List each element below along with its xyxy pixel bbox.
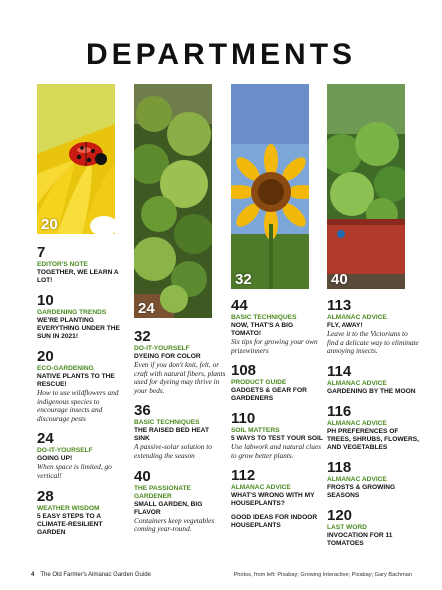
- article-description: Use labwork and natural clues to grow better plants.: [231, 442, 321, 460]
- article-title: DYEING FOR COLOR: [134, 353, 201, 360]
- page-number: 40: [134, 467, 151, 485]
- raised-bed-garden-photo-icon: [327, 84, 405, 289]
- article-title: FROSTS & GROWING SEASONS: [327, 483, 396, 499]
- article-title: NOW, THAT'S A BIG TOMATO!: [231, 322, 294, 337]
- ladybug-photo: [37, 84, 115, 234]
- toc-entry[interactable]: [327, 364, 419, 396]
- page-number: 10: [37, 292, 54, 309]
- page-number: 114: [327, 362, 352, 380]
- article-title: WHAT'S WRONG WITH MY HOUSEPLANTS?: [231, 492, 315, 508]
- page-number: 110: [231, 410, 256, 428]
- category-label: BASIC TECHNIQUES: [231, 314, 297, 321]
- toc-entry[interactable]: [37, 489, 129, 537]
- category-label: WEATHER WISDOM: [37, 504, 100, 512]
- page-number: 44: [231, 297, 248, 314]
- category-label: DO-IT-YOURSELF: [134, 345, 190, 352]
- ladybug-on-yellow-flower-photo-icon: [37, 84, 115, 234]
- article-title: SMALL GARDEN, BIG FLAVOR: [134, 500, 203, 516]
- footer-folio: [31, 572, 151, 578]
- article-title: GOOD IDEAS FOR INDOOR HOUSEPLANTS: [231, 514, 318, 530]
- category-label: ALMANAC ADVICE: [327, 314, 387, 321]
- page-number: 108: [231, 362, 257, 380]
- category-label: BASIC TECHNIQUES: [134, 419, 200, 427]
- toc-entry[interactable]: [327, 508, 419, 548]
- article-description: A passive-solar solution to extending the season: [134, 442, 212, 460]
- category-label: EDITOR'S NOTE: [37, 261, 88, 268]
- contents-column-4: [327, 298, 419, 556]
- category-label: SOIL MATTERS: [231, 427, 280, 435]
- category-label: ALMANAC ADVICE: [327, 475, 387, 483]
- article-title: FLY, AWAY!: [327, 322, 363, 329]
- article-title: NATIVE PLANTS TO THE RESCUE!: [37, 373, 115, 388]
- page-number: 32: [134, 328, 151, 345]
- page-number: 112: [231, 467, 256, 485]
- raised-bed-photo: [327, 84, 405, 289]
- contents-column-2: [134, 329, 226, 542]
- photo-page-number: 32: [235, 271, 252, 288]
- toc-entry[interactable]: [327, 460, 419, 500]
- article-description: Six tips for growing your own prizewinners: [231, 337, 318, 355]
- publication-name: The Old Farmer's Almanac Garden Guide: [40, 572, 151, 578]
- article-title: 5 WAYS TO TEST YOUR SOIL: [231, 435, 323, 443]
- article-title: GADGETS & GEAR FOR GARDENERS: [231, 387, 307, 403]
- category-label: THE PASSIONATE GARDENER: [134, 484, 191, 500]
- photo-page-number: 40: [331, 271, 348, 288]
- toc-entry[interactable]: [37, 293, 129, 341]
- article-title: GOING UP!: [37, 455, 73, 463]
- category-label: LAST WORD: [327, 523, 367, 531]
- page-number: 116: [327, 402, 352, 420]
- toc-entry[interactable]: [231, 411, 323, 460]
- article-title: THE RAISED BED HEAT SINK: [134, 427, 209, 443]
- toc-entry[interactable]: [231, 298, 323, 355]
- sunflower-photo-icon: [231, 84, 309, 289]
- page-number: 36: [134, 402, 151, 420]
- article-title: 5 EASY STEPS TO A CLIMATE-RESILIENT GARDEN: [37, 512, 103, 536]
- category-label: PRODUCT GUIDE: [231, 379, 287, 387]
- toc-entry[interactable]: [327, 404, 419, 452]
- category-label: ALMANAC ADVICE: [327, 379, 387, 387]
- photo-credits: Photos, from left: Pixabay; Growing Interactive; Pixabay; Gary Bachman: [233, 572, 412, 578]
- toc-entry[interactable]: [37, 431, 129, 480]
- toc-entry[interactable]: [37, 349, 129, 423]
- photo-page-number: 20: [41, 216, 58, 233]
- page-number: 7: [37, 244, 46, 261]
- toc-entry[interactable]: [134, 403, 226, 460]
- contents-column-1: [37, 245, 129, 545]
- page-number: 120: [327, 506, 353, 524]
- contents-column-3: [231, 298, 323, 538]
- photo-page-number: 24: [138, 300, 155, 317]
- toc-entry[interactable]: [231, 514, 323, 530]
- article-description: When space is limited, go vertical!: [37, 462, 112, 480]
- page-number: 113: [327, 297, 352, 314]
- page-number: 28: [37, 487, 54, 505]
- vertical-herb-photo: [134, 84, 212, 318]
- article-title: INVOCATION FOR 11 TOMATOES: [327, 531, 393, 547]
- article-title: PH PREFERENCES OF TREES, SHRUBS, FLOWERS, AND VEGETABLES: [327, 427, 419, 451]
- page-number: 20: [37, 348, 54, 365]
- article-description: Leave it to the Victorians to find a delicate way to eliminate annoying insects.: [327, 329, 419, 356]
- category-label: ECO-GARDENING: [37, 365, 94, 372]
- category-label: GARDENING TRENDS: [37, 309, 107, 316]
- toc-entry[interactable]: [37, 245, 129, 285]
- article-description: Containers keep vegetables coming year-round.: [134, 515, 215, 534]
- category-label: ALMANAC ADVICE: [231, 484, 291, 492]
- toc-entry[interactable]: [231, 468, 323, 508]
- folio-page-number: 4: [31, 572, 35, 578]
- toc-entry[interactable]: [134, 329, 226, 395]
- category-label: ALMANAC ADVICE: [327, 419, 387, 427]
- category-label: DO-IT-YOURSELF: [37, 447, 93, 455]
- toc-entry[interactable]: [327, 298, 419, 356]
- page-title: DEPARTMENTS: [85, 38, 357, 71]
- page-number: 118: [327, 458, 352, 476]
- article-title: TOGETHER, WE LEARN A LOT!: [37, 269, 119, 284]
- article-description: How to use wildflowers and indigenous species to encourage insects and discourage pests: [37, 388, 119, 423]
- vertical-herb-garden-photo-icon: [134, 84, 212, 318]
- article-description: Even if you don't knit, felt, or craft with natural fibers, plants used for dyeing may thrive in your beds.: [134, 360, 226, 395]
- toc-entry[interactable]: [231, 363, 323, 403]
- page-number: 24: [37, 430, 54, 448]
- article-title: GARDENING BY THE MOON: [327, 387, 416, 395]
- article-title: WE'RE PLANTING EVERYTHING UNDER THE SUN IN 2021!: [37, 317, 120, 340]
- toc-entry[interactable]: [134, 469, 226, 534]
- sunflower-photo: [231, 84, 309, 289]
